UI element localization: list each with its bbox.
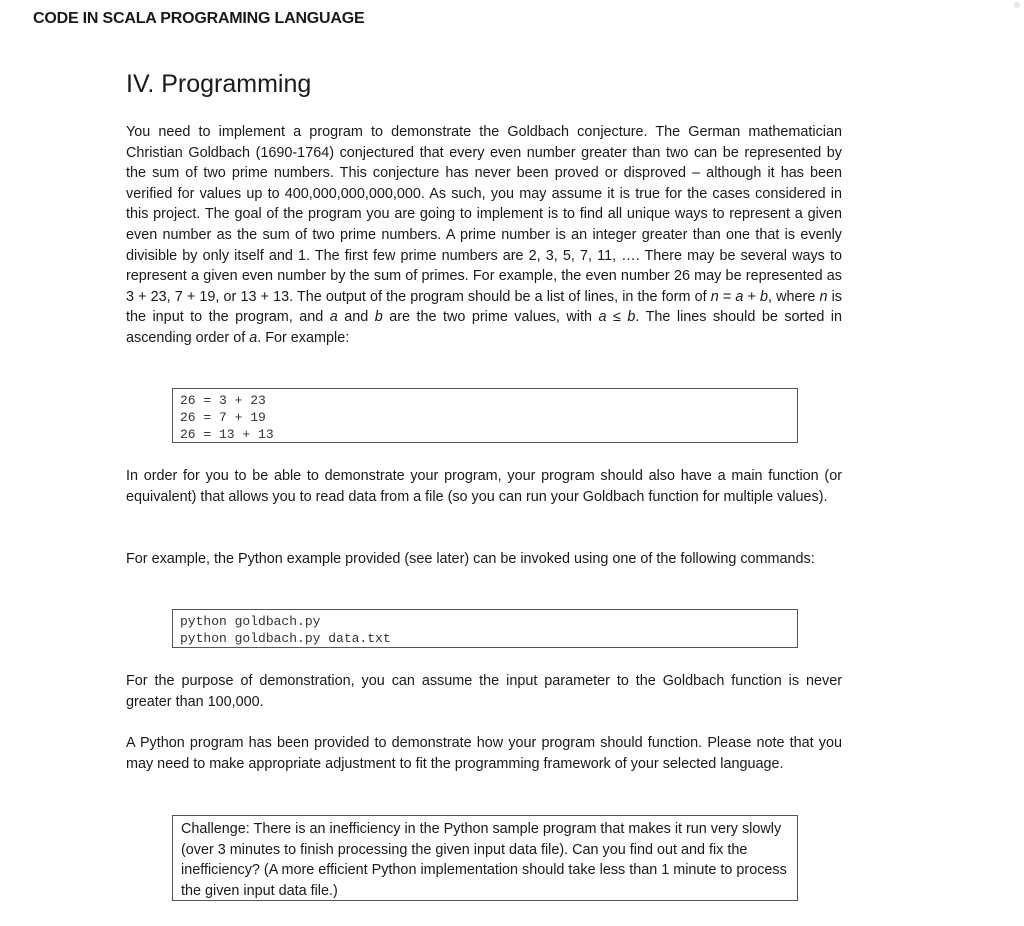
- var-b: b: [374, 309, 383, 326]
- intro-plus: +: [743, 288, 760, 305]
- command-line: python goldbach.py data.txt: [180, 631, 391, 646]
- commands-box: [172, 609, 798, 648]
- scroll-indicator: [1014, 2, 1020, 8]
- intro-text-2: is the input to the program, and: [126, 288, 842, 326]
- var-n: n: [819, 288, 828, 305]
- intro-eq: =: [718, 288, 736, 305]
- page-title: CODE IN SCALA PROGRAMING LANGUAGE: [33, 10, 365, 27]
- intro-text-3: are the two prime values, with: [382, 309, 599, 326]
- intro-and: and: [337, 309, 375, 326]
- var-a: a: [329, 309, 338, 326]
- invocation-paragraph: For example, the Python example provided (see later) can be invoked using one of the following commands:: [126, 551, 815, 567]
- intro-text-5: . For example:: [257, 329, 350, 346]
- command-line: python goldbach.py: [180, 614, 321, 629]
- example-output-line: 26 = 7 + 19: [180, 410, 266, 425]
- example-output-line: 26 = 3 + 23: [180, 393, 266, 408]
- intro-text-1: You need to implement a program to demonstrate the Goldbach conjecture. The German mathematician Christian Goldbach (1690-1764) conjectured that every even number greater than two can be represented by the sum of two prime numbers. This conjecture has never been proved or disproved – although it has been verified for values up to 400,000,000,000,000. As such, you may assume it is true for the cases considered in this project. The goal of the program you are going to implement is to find all unique ways to represent a given even number as the sum of two prime numbers. A prime number is an integer greater than one that is evenly divisible by only itself and 1. The first few prime numbers are 2, 3, 5, 7, 11, …. There may be several ways to represent a given even number by the sum of primes. For example, the even number 26 may be represented as 3 + 23, 7 + 19, or 13 + 13. The output of the program should be a list of lines, in the form of: [126, 124, 842, 305]
- main-function-paragraph: In order for you to be able to demonstrate your program, your program should also have a main function (or equivalent) that allows you to read data from a file (so you can run your Goldbach function for multiple values).: [126, 468, 842, 505]
- example-output-box: [172, 388, 798, 443]
- section-heading: IV. Programming: [126, 70, 312, 98]
- intro-where: , where: [768, 288, 820, 305]
- intro-text-4: . The lines should be sorted in ascending order of: [126, 309, 843, 346]
- python-program-paragraph: A Python program has been provided to demonstrate how your program should function. Please note that you may need to make appropriate adjustment to fit the programming framework of your selected language.: [126, 735, 842, 772]
- challenge-text: Challenge: There is an inefficiency in the Python sample program that makes it run very slowly (over 3 minutes to finish processing the given input data file). Can you find out and fix the inefficiency? (A more efficient Python implementation should take less than 1 minute to process the given input data file.): [181, 821, 787, 899]
- var-b: b: [760, 288, 769, 305]
- var-a: a: [598, 309, 607, 326]
- example-output-line: 26 = 13 + 13: [180, 427, 274, 442]
- challenge-box: [172, 815, 798, 901]
- var-a: a: [735, 288, 744, 305]
- intro-paragraph: [126, 122, 842, 349]
- intro-leq: ≤: [606, 309, 628, 326]
- var-a: a: [249, 329, 258, 346]
- var-b: b: [627, 309, 636, 326]
- var-n: n: [710, 288, 719, 305]
- demonstration-paragraph: For the purpose of demonstration, you can assume the input parameter to the Goldbach function is never greater than 100,000.: [126, 673, 842, 710]
